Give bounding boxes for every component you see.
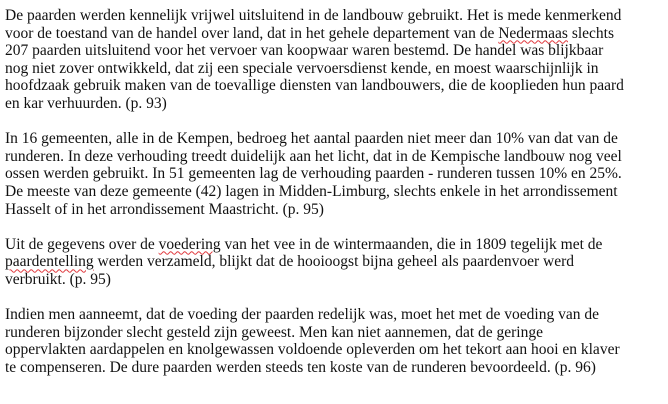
text-line — [5, 359, 663, 377]
text-line — [5, 341, 663, 359]
document-body — [5, 7, 663, 394]
text-segment: verbruikt. (p. 95) — [5, 270, 111, 288]
text-segment: oppervlakten aardappelen en knolgewassen voldoende opleverden om het tekort aan hooi en klaver — [5, 341, 620, 359]
spelling-flagged-word[interactable]: paardentelling — [5, 253, 94, 271]
text-segment: ossen werden gebruikt. In 51 gemeenten lag de verhouding paarden - runderen tussen 10% en 25%. — [5, 165, 622, 183]
paragraph — [5, 306, 663, 376]
paragraph — [5, 130, 663, 218]
text-segment: nog niet zover ontwikkeld, dat zij een speciale vervoersdienst kende, en moest waarschijnlijk in — [5, 59, 599, 77]
text-line — [5, 236, 663, 254]
text-line — [5, 42, 663, 60]
text-segment: van het vee in de wintermaanden, die in 1809 tegelijk met de — [220, 235, 603, 253]
spelling-flagged-word[interactable]: Nedermaas — [498, 24, 568, 42]
text-segment: In 16 gemeenten, alle in de Kempen, bedroeg het aantal paarden niet meer dan 10% van dat van de — [5, 130, 618, 148]
text-line — [5, 148, 663, 166]
text-segment: Hasselt of in het arrondissement Maastricht. (p. 95) — [5, 200, 324, 218]
text-line — [5, 183, 663, 201]
paragraph — [5, 236, 663, 289]
text-line — [5, 77, 663, 95]
text-line — [5, 324, 663, 342]
text-segment: Uit de gegevens over de — [5, 235, 159, 253]
text-line — [5, 60, 663, 78]
spelling-flagged-word[interactable]: voedering — [158, 235, 221, 253]
text-segment: te compenseren. De dure paarden werden steeds ten koste van de runderen bevoordeeld. (p. 96) — [5, 358, 596, 376]
text-segment: slechts — [567, 24, 615, 42]
text-segment: werden verzameld, blijkt dat de hooioogst bijna geheel als paardenvoer werd — [93, 253, 574, 271]
text-segment: De meeste van deze gemeente (42) lagen in Midden-Limburg, slechts enkele in het arrondissement — [5, 182, 618, 200]
text-line — [5, 271, 663, 289]
text-segment: Indien men aanneemt, dat de voeding der paarden redelijk was, moet het met de voeding van de — [5, 306, 599, 324]
text-segment: De paarden werden kennelijk vrijwel uitsluitend in de landbouw gebruikt. Het is mede kenmerkend — [5, 7, 622, 24]
text-line — [5, 306, 663, 324]
text-segment: en kar verhuurden. (p. 93) — [5, 94, 167, 112]
text-segment: 207 paarden uitsluitend voor het vervoer van koopwaar waren bestemd. De handel was blijkbaar — [5, 42, 604, 60]
text-line — [5, 95, 663, 113]
text-segment: runderen. In deze verhouding treedt duidelijk aan het licht, dat in de Kempische landbouw nog veel — [5, 147, 622, 165]
text-line — [5, 253, 663, 271]
text-line — [5, 130, 663, 148]
text-segment: runderen bijzonder slecht gesteld zijn geweest. Men kan niet aannemen, dat de geringe — [5, 323, 543, 341]
text-line — [5, 201, 663, 219]
text-line — [5, 25, 663, 43]
text-line — [5, 7, 663, 25]
text-segment: hoofdzaak gebruik maken van de toevallige diensten van landbouwers, die de kooplieden hun paard — [5, 77, 624, 95]
text-segment: voor de toestand van de handel over land, dat in het gehele departement van de — [5, 24, 499, 42]
text-line — [5, 165, 663, 183]
paragraph — [5, 7, 663, 113]
